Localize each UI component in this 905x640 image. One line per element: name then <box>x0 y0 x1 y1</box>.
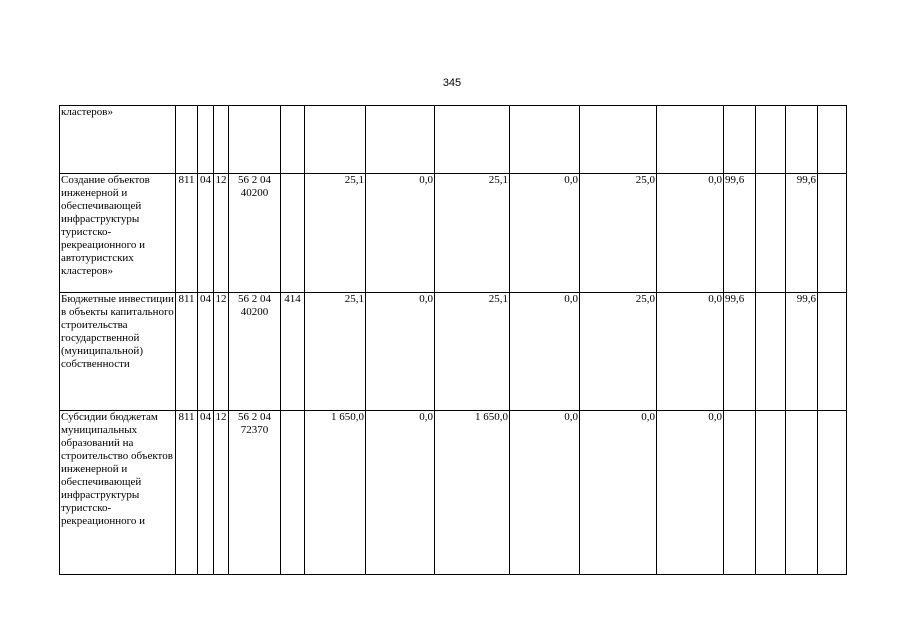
value-cell: 0,0 <box>366 411 435 575</box>
value-cell: 1 650,0 <box>435 411 510 575</box>
target-article-code: 56 2 04 40200 <box>229 174 281 293</box>
value-cell: 1 650,0 <box>305 411 366 575</box>
table-row <box>60 293 847 411</box>
value-cell: 0,0 <box>366 293 435 411</box>
percent-cell <box>724 411 756 575</box>
value-cell <box>510 106 580 174</box>
value-cell: 0,0 <box>510 174 580 293</box>
section-code: 04 <box>198 174 214 293</box>
target-article-code <box>229 106 281 174</box>
value-cell: 0,0 <box>580 411 657 575</box>
expense-type-code: 414 <box>281 293 305 411</box>
subsection-code: 12 <box>214 411 229 575</box>
value-cell: 0,0 <box>657 174 724 293</box>
value-cell <box>580 106 657 174</box>
value-cell: 25,1 <box>305 174 366 293</box>
percent-cell <box>786 106 818 174</box>
ministry-code: 811 <box>176 174 198 293</box>
row-name: Бюджетные инвестиции в объекты капитального строительства государственной (муниципальной) собственности <box>60 293 176 411</box>
value-cell <box>657 106 724 174</box>
percent-cell <box>818 106 847 174</box>
value-cell <box>366 106 435 174</box>
percent-cell <box>786 411 818 575</box>
percent-cell <box>818 411 847 575</box>
value-cell: 0,0 <box>657 293 724 411</box>
percent-cell <box>818 174 847 293</box>
table-row <box>60 106 847 174</box>
subsection-code <box>214 106 229 174</box>
table-row <box>60 411 847 575</box>
subsection-code: 12 <box>214 293 229 411</box>
target-article-code: 56 2 04 40200 <box>229 293 281 411</box>
ministry-code <box>176 106 198 174</box>
target-article-code: 56 2 04 72370 <box>229 411 281 575</box>
page-number: 345 <box>442 77 462 89</box>
value-cell: 0,0 <box>510 293 580 411</box>
percent-cell: 99,6 <box>724 293 756 411</box>
row-name: Создание объектов инженерной и обеспечивающей инфраструктуры туристско-рекреационного и автотуристских кластеров» <box>60 174 176 293</box>
section-code: 04 <box>198 293 214 411</box>
percent-cell <box>756 411 786 575</box>
row-name: Субсидии бюджетам муниципальных образований на строительство объектов инженерной и обеспечивающей инфраструктуры туристско-рекреационного и <box>60 411 176 575</box>
value-cell: 25,1 <box>305 293 366 411</box>
expense-type-code <box>281 174 305 293</box>
ministry-code: 811 <box>176 411 198 575</box>
expense-type-code <box>281 411 305 575</box>
percent-cell: 99,6 <box>786 293 818 411</box>
ministry-code: 811 <box>176 293 198 411</box>
subsection-code: 12 <box>214 174 229 293</box>
value-cell: 0,0 <box>366 174 435 293</box>
percent-cell <box>756 106 786 174</box>
percent-cell: 99,6 <box>786 174 818 293</box>
budget-table <box>59 105 847 575</box>
table-row <box>60 174 847 293</box>
percent-cell <box>756 293 786 411</box>
value-cell: 25,1 <box>435 293 510 411</box>
expense-type-code <box>281 106 305 174</box>
percent-cell <box>724 106 756 174</box>
value-cell <box>435 106 510 174</box>
percent-cell <box>756 174 786 293</box>
section-code: 04 <box>198 411 214 575</box>
value-cell: 0,0 <box>657 411 724 575</box>
percent-cell <box>818 293 847 411</box>
value-cell <box>305 106 366 174</box>
row-name: кластеров» <box>60 106 176 174</box>
percent-cell: 99,6 <box>724 174 756 293</box>
value-cell: 25,0 <box>580 174 657 293</box>
section-code <box>198 106 214 174</box>
value-cell: 25,0 <box>580 293 657 411</box>
value-cell: 25,1 <box>435 174 510 293</box>
value-cell: 0,0 <box>510 411 580 575</box>
